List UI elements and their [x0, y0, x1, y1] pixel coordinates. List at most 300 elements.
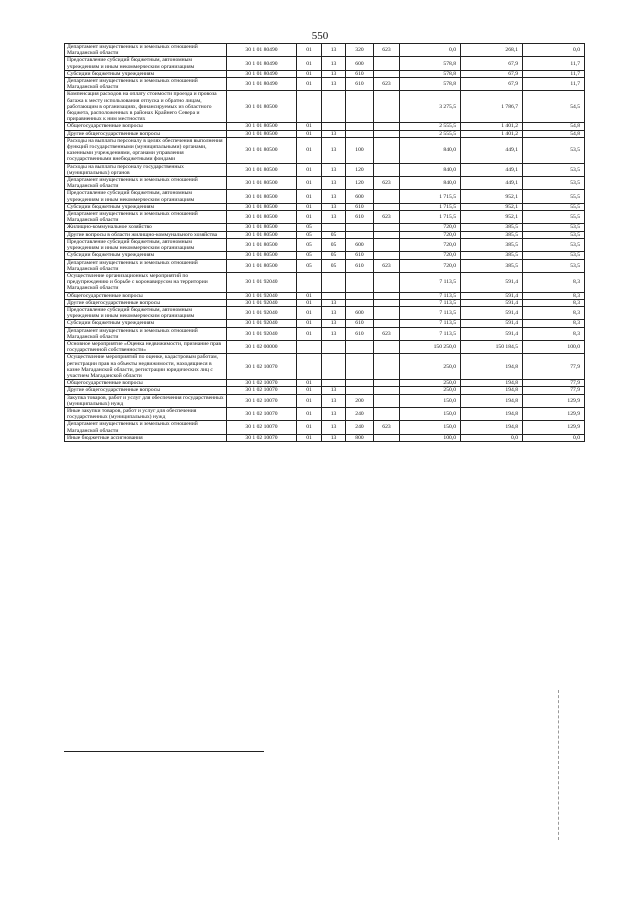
cell-subsection: 13 [322, 434, 346, 441]
cell-subsection [322, 354, 346, 380]
cell-target-code: 30 1 01 80500 [227, 177, 297, 190]
cell-percent: 53,5 [523, 137, 585, 163]
cell-department-code: 623 [374, 421, 400, 434]
cell-name: Общегосударственные вопросы [65, 380, 227, 387]
cell-percent: 11,7 [523, 57, 585, 70]
cell-actual: 385,5 [461, 238, 523, 251]
cell-actual: 67,9 [461, 70, 523, 77]
cell-subsection [322, 272, 346, 292]
table-row [65, 44, 585, 57]
cell-expense-type: 320 [346, 44, 374, 57]
cell-expense-type [346, 354, 374, 380]
cell-name: Департамент имущественных и земельных отношений Магаданской области [65, 327, 227, 340]
cell-name: Департамент имущественных и земельных отношений Магаданской области [65, 421, 227, 434]
cell-subsection: 13 [322, 203, 346, 210]
table-row [65, 407, 585, 420]
cell-section: 01 [297, 299, 322, 306]
cell-department-code [374, 130, 400, 137]
cell-percent: 77,9 [523, 380, 585, 387]
cell-name: Департамент имущественных и земельных отношений Магаданской области [65, 177, 227, 190]
table-row [65, 327, 585, 340]
cell-target-code: 30 1 01 80500 [227, 137, 297, 163]
cell-department-code: 623 [374, 177, 400, 190]
cell-planned: 1 715,5 [400, 211, 461, 224]
cell-name: Расходы на выплаты персоналу государственных (муниципальных) органов [65, 163, 227, 176]
cell-expense-type: 100 [346, 137, 374, 163]
cell-expense-type: 610 [346, 259, 374, 272]
cell-planned: 720,0 [400, 224, 461, 231]
cell-section [297, 272, 322, 292]
cell-percent: 53,5 [523, 177, 585, 190]
cell-actual: 0,0 [461, 434, 523, 441]
cell-expense-type: 610 [346, 252, 374, 259]
cell-percent: 55,5 [523, 211, 585, 224]
cell-actual: 385,5 [461, 224, 523, 231]
cell-department-code [374, 252, 400, 259]
cell-department-code: 623 [374, 259, 400, 272]
footer-rule [64, 751, 264, 752]
cell-expense-type: 610 [346, 211, 374, 224]
cell-subsection [322, 380, 346, 387]
cell-planned: 7 113,5 [400, 292, 461, 299]
cell-name: Субсидии бюджетным учреждениям [65, 320, 227, 327]
cell-target-code: 30 1 01 80490 [227, 70, 297, 77]
table-row [65, 299, 585, 306]
table-row [65, 306, 585, 319]
cell-percent: 8,3 [523, 327, 585, 340]
cell-actual: 1 786,7 [461, 91, 523, 123]
table-row [65, 434, 585, 441]
cell-percent: 0,0 [523, 44, 585, 57]
table-row [65, 57, 585, 70]
cell-section: 01 [297, 306, 322, 319]
cell-planned: 578,8 [400, 57, 461, 70]
cell-percent: 129,9 [523, 421, 585, 434]
cell-planned: 840,0 [400, 177, 461, 190]
table-row [65, 123, 585, 130]
cell-expense-type: 610 [346, 327, 374, 340]
cell-subsection [322, 292, 346, 299]
cell-expense-type [346, 387, 374, 394]
cell-expense-type: 600 [346, 238, 374, 251]
cell-target-code: 30 1 01 80500 [227, 224, 297, 231]
cell-subsection: 13 [322, 190, 346, 203]
cell-section: 01 [297, 70, 322, 77]
table-row [65, 190, 585, 203]
table-row [65, 340, 585, 353]
cell-target-code: 30 1 01 80500 [227, 211, 297, 224]
cell-section: 01 [297, 434, 322, 441]
cell-planned: 250,0 [400, 387, 461, 394]
cell-name: Предоставление субсидий бюджетным, автономным учреждениям и иным некоммерческим организациям [65, 306, 227, 319]
table-row [65, 78, 585, 91]
cell-section: 01 [297, 78, 322, 91]
cell-name: Основное мероприятие «Оценка недвижимости, признание прав государственной собственности» [65, 340, 227, 353]
cell-name: Другие общегосударственные вопросы [65, 130, 227, 137]
cell-expense-type: 240 [346, 407, 374, 420]
cell-name: Предоставление субсидий бюджетным, автономным учреждениям и иным некоммерческим организациям [65, 57, 227, 70]
cell-actual: 67,9 [461, 57, 523, 70]
cell-section: 05 [297, 259, 322, 272]
cell-target-code: 30 1 01 80500 [227, 163, 297, 176]
table-row [65, 211, 585, 224]
cell-percent: 53,5 [523, 259, 585, 272]
cell-planned: 578,8 [400, 70, 461, 77]
cell-department-code: 623 [374, 211, 400, 224]
cell-section: 01 [297, 407, 322, 420]
cell-actual: 150 184,5 [461, 340, 523, 353]
cell-name: Департамент имущественных и земельных отношений Магаданской области [65, 211, 227, 224]
cell-actual: 194,8 [461, 407, 523, 420]
cell-expense-type [346, 340, 374, 353]
cell-subsection: 13 [322, 44, 346, 57]
cell-planned: 250,0 [400, 380, 461, 387]
cell-section: 01 [297, 137, 322, 163]
cell-section [297, 340, 322, 353]
table-row [65, 387, 585, 394]
table-row [65, 203, 585, 210]
cell-name: Другие общегосударственные вопросы [65, 387, 227, 394]
cell-expense-type: 200 [346, 394, 374, 407]
cell-section: 01 [297, 163, 322, 176]
cell-actual: 952,1 [461, 190, 523, 203]
cell-name: Иные закупки товаров, работ и услуг для обеспечения государственных (муниципальных) нужд [65, 407, 227, 420]
cell-expense-type [346, 272, 374, 292]
table-row [65, 238, 585, 251]
cell-target-code: 30 1 01 92040 [227, 292, 297, 299]
cell-actual: 268,1 [461, 44, 523, 57]
cell-department-code: 623 [374, 44, 400, 57]
cell-subsection: 05 [322, 259, 346, 272]
cell-percent: 8,3 [523, 299, 585, 306]
cell-percent: 8,3 [523, 272, 585, 292]
cell-subsection: 13 [322, 177, 346, 190]
cell-percent: 53,5 [523, 224, 585, 231]
cell-expense-type [346, 299, 374, 306]
cell-department-code [374, 340, 400, 353]
cell-expense-type [346, 130, 374, 137]
cell-expense-type: 610 [346, 320, 374, 327]
cell-percent: 53,5 [523, 163, 585, 176]
cell-target-code: 30 1 02 10070 [227, 407, 297, 420]
cell-name: Закупка товаров, работ и услуг для обеспечения государственных (муниципальных) нужд [65, 394, 227, 407]
cell-name: Расходы на выплаты персоналу в целях обеспечения выполнения функций государственными (муниципальными) органами, казенными учреждениями, органами управления государственными внебюджетными фондами [65, 137, 227, 163]
cell-section: 01 [297, 177, 322, 190]
cell-actual: 449,1 [461, 137, 523, 163]
cell-actual: 194,8 [461, 387, 523, 394]
cell-name: Осуществление мероприятий по оценке, кадастровым работам, регистрации прав на объекты недвижимости, находящиеся в казне Магаданской области, регистрации юридических лиц с участием Магаданской области [65, 354, 227, 380]
cell-planned: 150,0 [400, 394, 461, 407]
table-row [65, 259, 585, 272]
cell-planned: 150 250,0 [400, 340, 461, 353]
cell-name: Предоставление субсидий бюджетным, автономным учреждениям и иным некоммерческим организациям [65, 190, 227, 203]
cell-department-code [374, 354, 400, 380]
table-row [65, 130, 585, 137]
cell-expense-type: 600 [346, 57, 374, 70]
cell-department-code [374, 91, 400, 123]
table-row [65, 354, 585, 380]
cell-planned: 720,0 [400, 259, 461, 272]
cell-actual: 952,1 [461, 203, 523, 210]
cell-subsection [322, 123, 346, 130]
cell-name: Департамент имущественных и земельных отношений Магаданской области [65, 78, 227, 91]
cell-target-code: 30 1 02 10070 [227, 421, 297, 434]
table-row [65, 252, 585, 259]
table-row [65, 137, 585, 163]
cell-section: 01 [297, 190, 322, 203]
cell-target-code: 30 1 02 10070 [227, 354, 297, 380]
cell-section: 01 [297, 421, 322, 434]
cell-section: 01 [297, 292, 322, 299]
cell-planned: 7 113,5 [400, 327, 461, 340]
cell-target-code: 30 1 01 80490 [227, 57, 297, 70]
cell-actual: 1 401,2 [461, 130, 523, 137]
cell-subsection [322, 340, 346, 353]
cell-subsection: 05 [322, 231, 346, 238]
cell-planned: 2 555,5 [400, 123, 461, 130]
cell-department-code [374, 306, 400, 319]
cell-subsection [322, 91, 346, 123]
cell-subsection: 13 [322, 163, 346, 176]
cell-actual: 591,4 [461, 306, 523, 319]
cell-percent: 53,5 [523, 238, 585, 251]
cell-percent: 77,9 [523, 387, 585, 394]
table-row [65, 320, 585, 327]
cell-department-code [374, 57, 400, 70]
cell-section: 01 [297, 123, 322, 130]
cell-planned: 578,8 [400, 78, 461, 91]
cell-planned: 2 555,5 [400, 130, 461, 137]
cell-planned: 0,0 [400, 44, 461, 57]
cell-actual: 591,4 [461, 327, 523, 340]
cell-section: 01 [297, 327, 322, 340]
cell-planned: 150,0 [400, 421, 461, 434]
cell-department-code [374, 123, 400, 130]
cell-subsection: 13 [322, 299, 346, 306]
cell-percent: 55,5 [523, 203, 585, 210]
cell-expense-type [346, 91, 374, 123]
cell-name: Осуществление организационных мероприятий по предупреждению и борьбе с коронавирусом на территории Магаданской области [65, 272, 227, 292]
cell-section [297, 91, 322, 123]
cell-department-code [374, 394, 400, 407]
cell-section: 01 [297, 387, 322, 394]
cell-planned: 840,0 [400, 163, 461, 176]
cell-percent: 53,5 [523, 252, 585, 259]
table-row [65, 163, 585, 176]
cell-section: 01 [297, 57, 322, 70]
cell-name: Иные бюджетные ассигнования [65, 434, 227, 441]
cell-department-code [374, 407, 400, 420]
cell-subsection: 13 [322, 421, 346, 434]
cell-planned: 7 113,5 [400, 272, 461, 292]
cell-actual: 952,1 [461, 211, 523, 224]
cell-percent: 11,7 [523, 70, 585, 77]
table-body [65, 44, 585, 442]
cell-expense-type [346, 292, 374, 299]
cell-department-code [374, 190, 400, 203]
cell-name: Компенсация расходов на оплату стоимости проезда и провоза багажа к месту использования отпуска и обратно лицам, работающим в организациях, финансируемых из областного бюджета, расположенных в районах Крайнего Севера и приравненных к ним местностях [65, 91, 227, 123]
cell-department-code [374, 137, 400, 163]
cell-expense-type [346, 231, 374, 238]
cell-target-code: 30 1 01 80500 [227, 130, 297, 137]
cell-actual: 194,8 [461, 394, 523, 407]
cell-name: Другие общегосударственные вопросы [65, 299, 227, 306]
cell-target-code: 30 1 01 80500 [227, 203, 297, 210]
cell-subsection: 13 [322, 57, 346, 70]
cell-section: 05 [297, 252, 322, 259]
budget-table [64, 43, 585, 442]
cell-target-code: 30 1 01 80490 [227, 78, 297, 91]
cell-expense-type: 610 [346, 203, 374, 210]
table-row [65, 224, 585, 231]
cell-subsection: 13 [322, 70, 346, 77]
table-row [65, 231, 585, 238]
cell-target-code: 30 1 01 80500 [227, 91, 297, 123]
cell-section: 01 [297, 380, 322, 387]
table-row [65, 272, 585, 292]
cell-name: Департамент имущественных и земельных отношений Магаданской области [65, 259, 227, 272]
cell-name: Субсидии бюджетным учреждениям [65, 203, 227, 210]
budget-table-container [64, 43, 584, 442]
cell-name: Общегосударственные вопросы [65, 123, 227, 130]
cell-department-code [374, 203, 400, 210]
cell-subsection: 05 [322, 252, 346, 259]
cell-subsection: 13 [322, 130, 346, 137]
cell-name: Предоставление субсидий бюджетным, автономным учреждениям и иным некоммерческим организациям [65, 238, 227, 251]
cell-target-code: 30 1 02 10070 [227, 394, 297, 407]
cell-target-code: 30 1 01 80500 [227, 231, 297, 238]
cell-actual: 449,1 [461, 177, 523, 190]
cell-percent: 8,3 [523, 306, 585, 319]
cell-percent: 77,9 [523, 354, 585, 380]
cell-target-code: 30 1 01 80500 [227, 123, 297, 130]
cell-percent: 54,5 [523, 91, 585, 123]
cell-section: 05 [297, 224, 322, 231]
cell-target-code: 30 1 01 80490 [227, 44, 297, 57]
cell-actual: 449,1 [461, 163, 523, 176]
cell-target-code: 30 1 01 92040 [227, 327, 297, 340]
cell-section: 01 [297, 130, 322, 137]
cell-target-code: 30 1 01 92040 [227, 299, 297, 306]
cell-name: Общегосударственные вопросы [65, 292, 227, 299]
cell-department-code [374, 224, 400, 231]
cell-planned: 3 275,5 [400, 91, 461, 123]
cell-percent: 8,3 [523, 292, 585, 299]
cell-percent: 129,9 [523, 407, 585, 420]
cell-subsection: 13 [322, 320, 346, 327]
table-row [65, 394, 585, 407]
cell-percent: 11,7 [523, 78, 585, 91]
cell-actual: 194,8 [461, 421, 523, 434]
cell-actual: 591,4 [461, 299, 523, 306]
cell-section: 05 [297, 231, 322, 238]
cell-target-code: 30 1 01 80500 [227, 259, 297, 272]
cell-planned: 250,0 [400, 354, 461, 380]
table-row [65, 380, 585, 387]
cell-subsection [322, 224, 346, 231]
cell-planned: 720,0 [400, 252, 461, 259]
cell-section: 01 [297, 211, 322, 224]
cell-actual: 591,4 [461, 272, 523, 292]
cell-department-code [374, 70, 400, 77]
cell-percent: 54,8 [523, 123, 585, 130]
cell-department-code [374, 434, 400, 441]
cell-target-code: 30 1 01 92040 [227, 306, 297, 319]
margin-dashed-line [558, 690, 559, 840]
cell-percent: 8,3 [523, 320, 585, 327]
table-row [65, 91, 585, 123]
cell-target-code: 30 1 02 00000 [227, 340, 297, 353]
cell-name: Жилищно-коммунальное хозяйство [65, 224, 227, 231]
cell-percent: 100,0 [523, 340, 585, 353]
cell-section: 01 [297, 320, 322, 327]
cell-section: 01 [297, 44, 322, 57]
cell-subsection: 13 [322, 211, 346, 224]
cell-percent: 0,0 [523, 434, 585, 441]
cell-actual: 194,8 [461, 380, 523, 387]
cell-expense-type: 600 [346, 190, 374, 203]
cell-target-code: 30 1 02 10070 [227, 434, 297, 441]
cell-department-code [374, 231, 400, 238]
cell-actual: 194,8 [461, 354, 523, 380]
cell-planned: 150,0 [400, 407, 461, 420]
cell-expense-type: 120 [346, 163, 374, 176]
cell-planned: 7 113,5 [400, 299, 461, 306]
cell-section [297, 354, 322, 380]
cell-expense-type: 120 [346, 177, 374, 190]
cell-planned: 1 715,5 [400, 190, 461, 203]
cell-actual: 67,9 [461, 78, 523, 91]
cell-subsection: 13 [322, 394, 346, 407]
cell-target-code: 30 1 01 92040 [227, 320, 297, 327]
table-row [65, 177, 585, 190]
cell-expense-type [346, 380, 374, 387]
cell-planned: 720,0 [400, 231, 461, 238]
cell-actual: 591,4 [461, 320, 523, 327]
cell-planned: 720,0 [400, 238, 461, 251]
cell-department-code [374, 387, 400, 394]
cell-expense-type: 800 [346, 434, 374, 441]
cell-department-code [374, 163, 400, 176]
cell-subsection: 13 [322, 78, 346, 91]
cell-expense-type: 600 [346, 306, 374, 319]
cell-expense-type: 240 [346, 421, 374, 434]
cell-name: Субсидии бюджетным учреждениям [65, 70, 227, 77]
cell-department-code [374, 272, 400, 292]
cell-section: 01 [297, 394, 322, 407]
cell-expense-type: 610 [346, 78, 374, 91]
cell-percent: 54,8 [523, 130, 585, 137]
cell-subsection: 13 [322, 407, 346, 420]
cell-section: 01 [297, 203, 322, 210]
cell-percent: 55,5 [523, 190, 585, 203]
cell-target-code: 30 1 02 10070 [227, 380, 297, 387]
cell-expense-type [346, 123, 374, 130]
cell-planned: 100,0 [400, 434, 461, 441]
cell-department-code [374, 320, 400, 327]
cell-percent: 53,5 [523, 231, 585, 238]
cell-subsection: 13 [322, 306, 346, 319]
table-row [65, 70, 585, 77]
cell-expense-type [346, 224, 374, 231]
table-row [65, 292, 585, 299]
cell-department-code: 623 [374, 327, 400, 340]
cell-department-code: 623 [374, 78, 400, 91]
cell-department-code [374, 292, 400, 299]
cell-name: Другие вопросы в области жилищно-коммунального хозяйства [65, 231, 227, 238]
cell-planned: 7 113,5 [400, 306, 461, 319]
cell-expense-type: 610 [346, 70, 374, 77]
